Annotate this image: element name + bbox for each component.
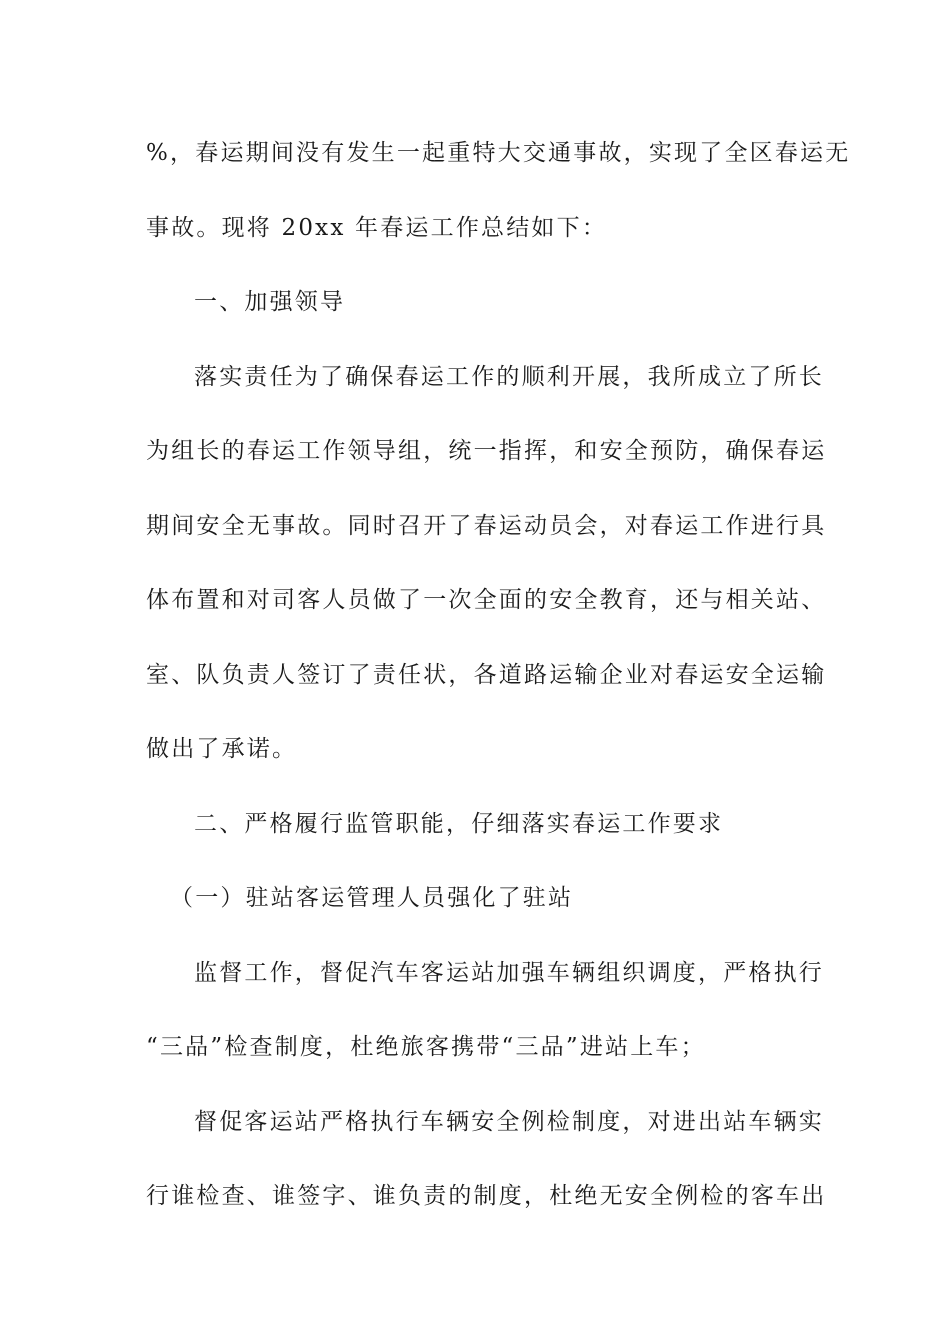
text-line-13: “三品”检查制度，杜绝旅客携带“三品”进站上车； — [146, 1034, 706, 1060]
text-line-8: 室、队负责人签订了责任状，各道路运输企业对春运安全运输 — [146, 662, 827, 688]
text-line-5: 为组长的春运工作领导组，统一指挥，和安全预防，确保春运 — [146, 438, 827, 464]
text-line-15: 行谁检查、谁签字、谁负责的制度，杜绝无安全例检的客车出 — [146, 1183, 827, 1209]
text-line-6: 期间安全无事故。同时召开了春运动员会，对春运工作进行具 — [146, 513, 827, 539]
text-line-9: 做出了承诺。 — [146, 736, 298, 762]
text-line-4: 落实责任为了确保春运工作的顺利开展，我所成立了所长 — [194, 364, 824, 390]
section-heading-1: 一、加强领导 — [194, 289, 346, 315]
text-line-7: 体布置和对司客人员做了一次全面的安全教育，还与相关站、 — [146, 587, 827, 613]
text-line-2: 事故。现将 20xx 年春运工作总结如下： — [146, 215, 608, 241]
subsection-heading-1: （一）驻站客运管理人员强化了驻站 — [170, 885, 574, 911]
text-line-1: %，春运期间没有发生一起重特大交通事故，实现了全区春运无 — [146, 140, 851, 166]
text-line-12: 监督工作，督促汽车客运站加强车辆组织调度，严格执行 — [194, 960, 824, 986]
text-line-14: 督促客运站严格执行车辆安全例检制度，对进出站车辆实 — [194, 1109, 824, 1135]
section-heading-2: 二、严格履行监管职能，仔细落实春运工作要求 — [194, 811, 724, 837]
